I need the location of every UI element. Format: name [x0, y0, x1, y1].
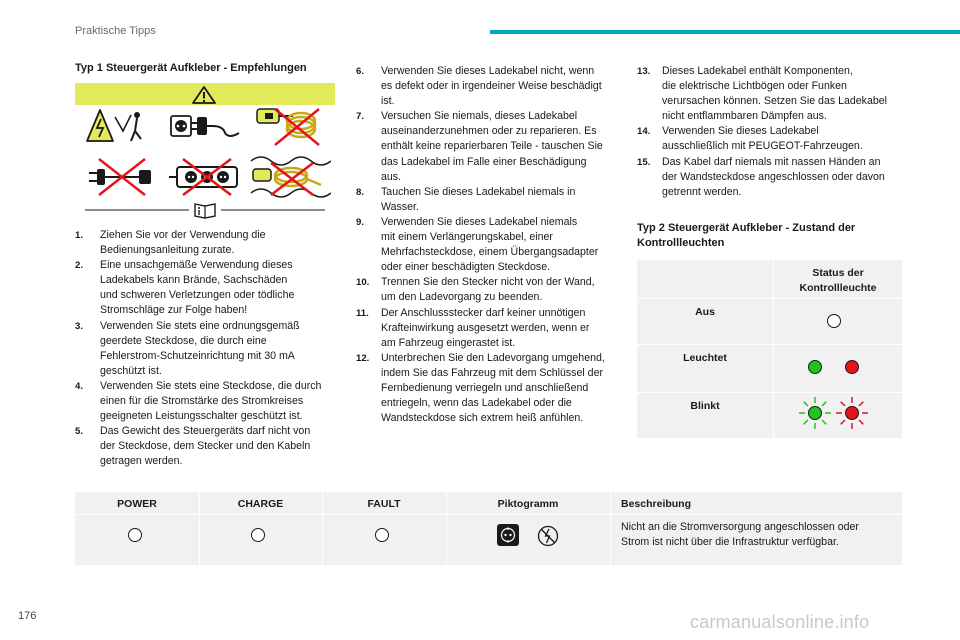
lamp-green-icon: [808, 360, 822, 374]
col-header-pictogram: Piktogramm: [497, 498, 559, 510]
no-power-icon: [537, 525, 559, 547]
section-title: Praktische Tipps: [75, 25, 156, 37]
plug-coil-crossed-icon: [253, 105, 327, 149]
type2-title: Typ 2 Steuergerät Aufkleber - Zustand der Kontrollleuchten: [637, 222, 856, 249]
list-item: 7. Versuchen Sie niemals, dieses Ladekabel auseinanderzunehmen oder zu reparieren. Es enthält keine reparierbaren Teile - tauschen Sie das Ladekabel im Falle einer Beschädigung aus.: [356, 110, 603, 183]
col-header-description: Beschreibung: [621, 498, 692, 510]
recommendations-list-col2: [356, 64, 624, 426]
col-header-power: POWER: [117, 498, 157, 510]
list-item: 3. Verwenden Sie stets eine ordnungsgemäß geerdete Steckdose, die durch eine Fehlerstrom-Schutzeinrichtung mit 30 mA geschützt ist.: [75, 319, 300, 377]
header-accent-bar: [490, 30, 960, 34]
charge-lamp-off-icon: [251, 528, 265, 542]
list-item: 12. Unterbrechen Sie den Ladevorgang umgehend, indem Sie das Fahrzeug mit dem Schlüssel der Fernbedienung verriegeln und anschließend entriegeln, wenn das Ladekabel oder die Wandsteckdose sich extrem heiß anfühlen.: [356, 351, 605, 425]
fault-lamp-off-icon: [375, 528, 389, 542]
list-item: 13. Dieses Ladekabel enthält Komponenten, die elektrische Lichtbögen oder Funken verursachen können. Setzen Sie das Ladekabel nicht entflammbaren Dämpfen aus.: [637, 65, 887, 123]
list-item: 2. Eine unsachgemäße Verwendung dieses Ladekabels kann Brände, Sachschäden und schweren Verletzungen oder tödliche Stromschläge zur Folge haben!: [75, 259, 295, 317]
col-header-charge: CHARGE: [237, 498, 284, 510]
row-label-off: Aus: [695, 306, 715, 318]
electric-shock-icon: [85, 107, 147, 149]
warning-triangle-icon: [192, 86, 216, 104]
status-header: Status der Kontrollleuchte: [799, 267, 877, 294]
list-item: 11. Der Anschlussstecker darf keiner unnötigen Krafteinwirkung ausgesetzt werden, wenn er am Fahrzeug eingerastet ist.: [356, 306, 590, 349]
plug-crossed-icon: [85, 155, 161, 199]
cable-tangle-crossed-icon: [247, 151, 331, 203]
lamp-red-icon: [845, 360, 859, 374]
lamp-green-blink-icon: [798, 396, 832, 430]
socket-icon: [497, 524, 519, 546]
col-header-fault: FAULT: [367, 498, 401, 510]
indicator-table: [75, 492, 902, 565]
socket-plug-icon: [167, 111, 243, 143]
status-lamp-table: [637, 260, 902, 438]
watermark: carmanualsonline.info: [690, 612, 870, 632]
list-item: 9. Verwenden Sie dieses Ladekabel niemals mit einem Verlängerungskabel, einer Mehrfachsteckdose, einem Übergangsadapter oder einer beschädigten Steckdose.: [356, 215, 599, 274]
warning-band: [75, 83, 335, 105]
multi-socket-crossed-icon: [169, 155, 245, 199]
manual-book-icon: [85, 201, 325, 219]
lamp-red-blink-icon: [835, 396, 869, 430]
type1-title: Typ 1 Steuergerät Aufkleber - Empfehlungen: [75, 62, 307, 74]
list-item: 15. Das Kabel darf niemals mit nassen Händen an der Wandsteckdose angeschlossen oder davon getrennt werden.: [637, 155, 885, 198]
list-item: 10. Trennen Sie den Stecker nicht von der Wand, um den Ladevorgang zu beenden.: [356, 276, 595, 304]
type1-pictograms: [75, 105, 335, 220]
description-cell: Nicht an die Stromversorgung angeschlossen oder Strom ist nicht über die Infrastruktur verfügbar.: [621, 521, 859, 548]
power-lamp-off-icon: [128, 528, 142, 542]
lamp-off-icon: [827, 314, 841, 328]
list-item: 1. Ziehen Sie vor der Verwendung die Bedienungsanleitung zurate.: [75, 229, 266, 257]
row-label-blink: Blinkt: [690, 400, 720, 412]
list-item: 6. Verwenden Sie dieses Ladekabel nicht, wenn es defekt oder in irgendeiner Weise beschädigt ist.: [356, 65, 602, 108]
list-item: 8. Tauchen Sie dieses Ladekabel niemals in Wasser.: [356, 185, 576, 213]
row-label-on: Leuchtet: [683, 352, 727, 364]
list-item: 4. Verwenden Sie stets eine Steckdose, die durch einen für die Stromstärke des Stromkreises geeigneten Leistungsschalter geschützt ist.: [75, 379, 322, 423]
list-item: 14. Verwenden Sie dieses Ladekabel ausschließlich mit PEUGEOT-Fahrzeugen.: [637, 125, 863, 153]
list-item: 5. Das Gewicht des Steuergeräts darf nicht von der Steckdose, dem Stecker und den Kabeln getragen werden.: [75, 425, 311, 468]
recommendations-list-col1: [75, 228, 340, 470]
page-number: 176: [18, 610, 37, 622]
recommendations-list-col3: [637, 64, 907, 200]
